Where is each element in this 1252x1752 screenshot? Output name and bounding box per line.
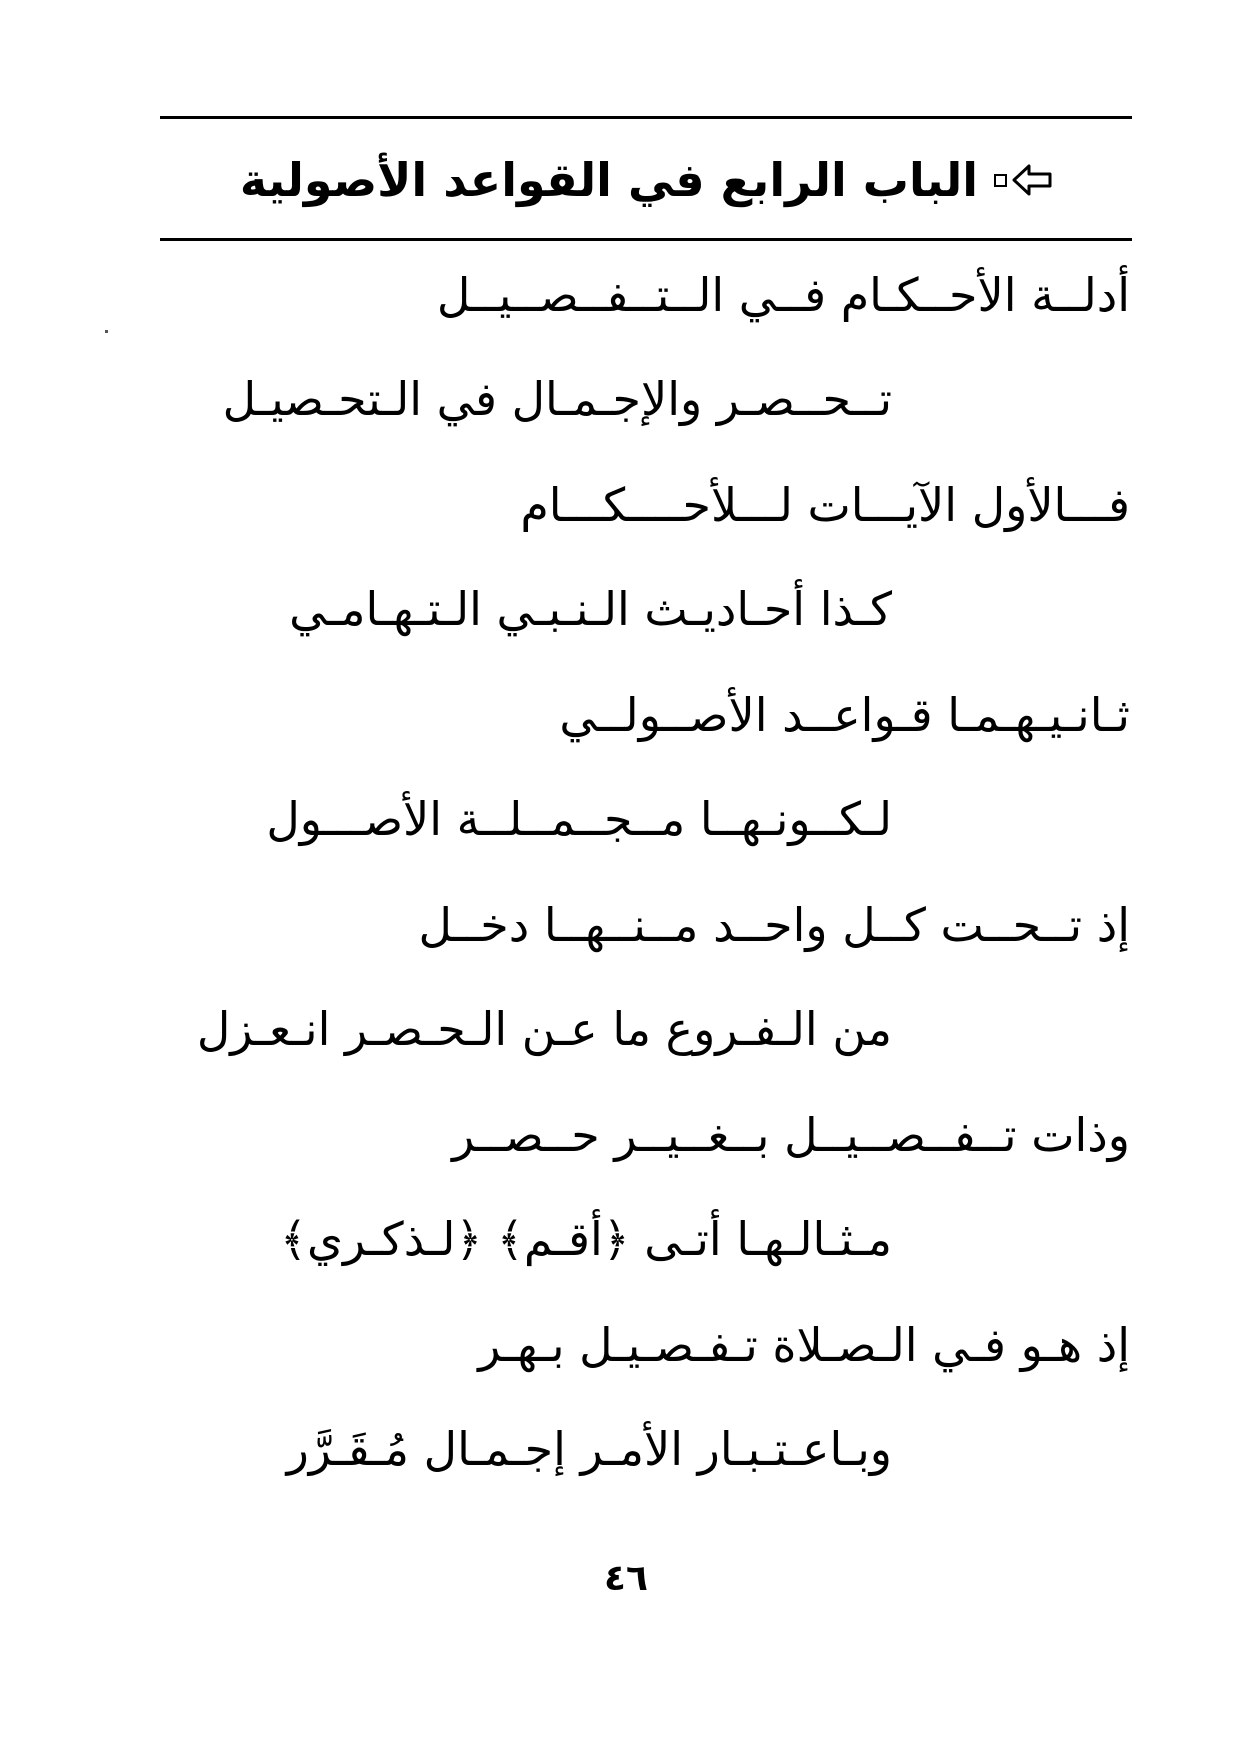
chapter-header bbox=[160, 130, 1132, 230]
verse-line-1: أدلــة الأحــكـام فــي الــتــفــصــيــل bbox=[436, 268, 1130, 322]
verse-line-5: ثـانـيـهـمـا قـواعــد الأصــولــي bbox=[559, 688, 1130, 742]
verse-line-4: كـذا أحـاديـث الـنـبـي الـتـهـامـي bbox=[289, 582, 892, 636]
verse-line-3: فـــالأول الآيـــات لـــلأحــــكـــام bbox=[520, 478, 1130, 532]
verse-line-7: إذ تــحــت كــل واحــد مــنــهــا دخــل bbox=[418, 898, 1130, 952]
chapter-title: الباب الرابع في القواعد الأصولية bbox=[239, 153, 979, 207]
verse-line-2: تــحــصـر والإجـمـال في الـتحـصيـل bbox=[222, 372, 892, 426]
header-marker bbox=[994, 163, 1052, 197]
top-rule bbox=[160, 116, 1132, 119]
bottom-rule bbox=[160, 238, 1132, 241]
verse-line-9: وذات تــفــصــيــل بــغــيــر حــصــر bbox=[452, 1108, 1130, 1162]
verse-line-11: إذ هـو فـي الـصـلاة تـفـصـيـل بـهـر bbox=[478, 1318, 1130, 1372]
verse-line-12: وبـاعـتـبـار الأمـر إجـمـال مُـقَـرَّر bbox=[286, 1422, 892, 1476]
square-icon bbox=[994, 174, 1007, 187]
verse-line-6: لـكــونـهــا مــجــمــلــة الأصـــول bbox=[266, 792, 892, 846]
verse-line-10: مـثـالـهـا أتـى ﴿أقـم﴾ ﴿لـذكـري﴾ bbox=[279, 1212, 892, 1266]
verse-line-8: من الـفـروع ما عـن الـحـصـر انـعـزل bbox=[196, 1002, 892, 1056]
page-number: ٤٦ bbox=[604, 1558, 648, 1599]
scan-speck bbox=[105, 330, 108, 333]
arrow-left-outline-icon bbox=[1012, 163, 1052, 197]
